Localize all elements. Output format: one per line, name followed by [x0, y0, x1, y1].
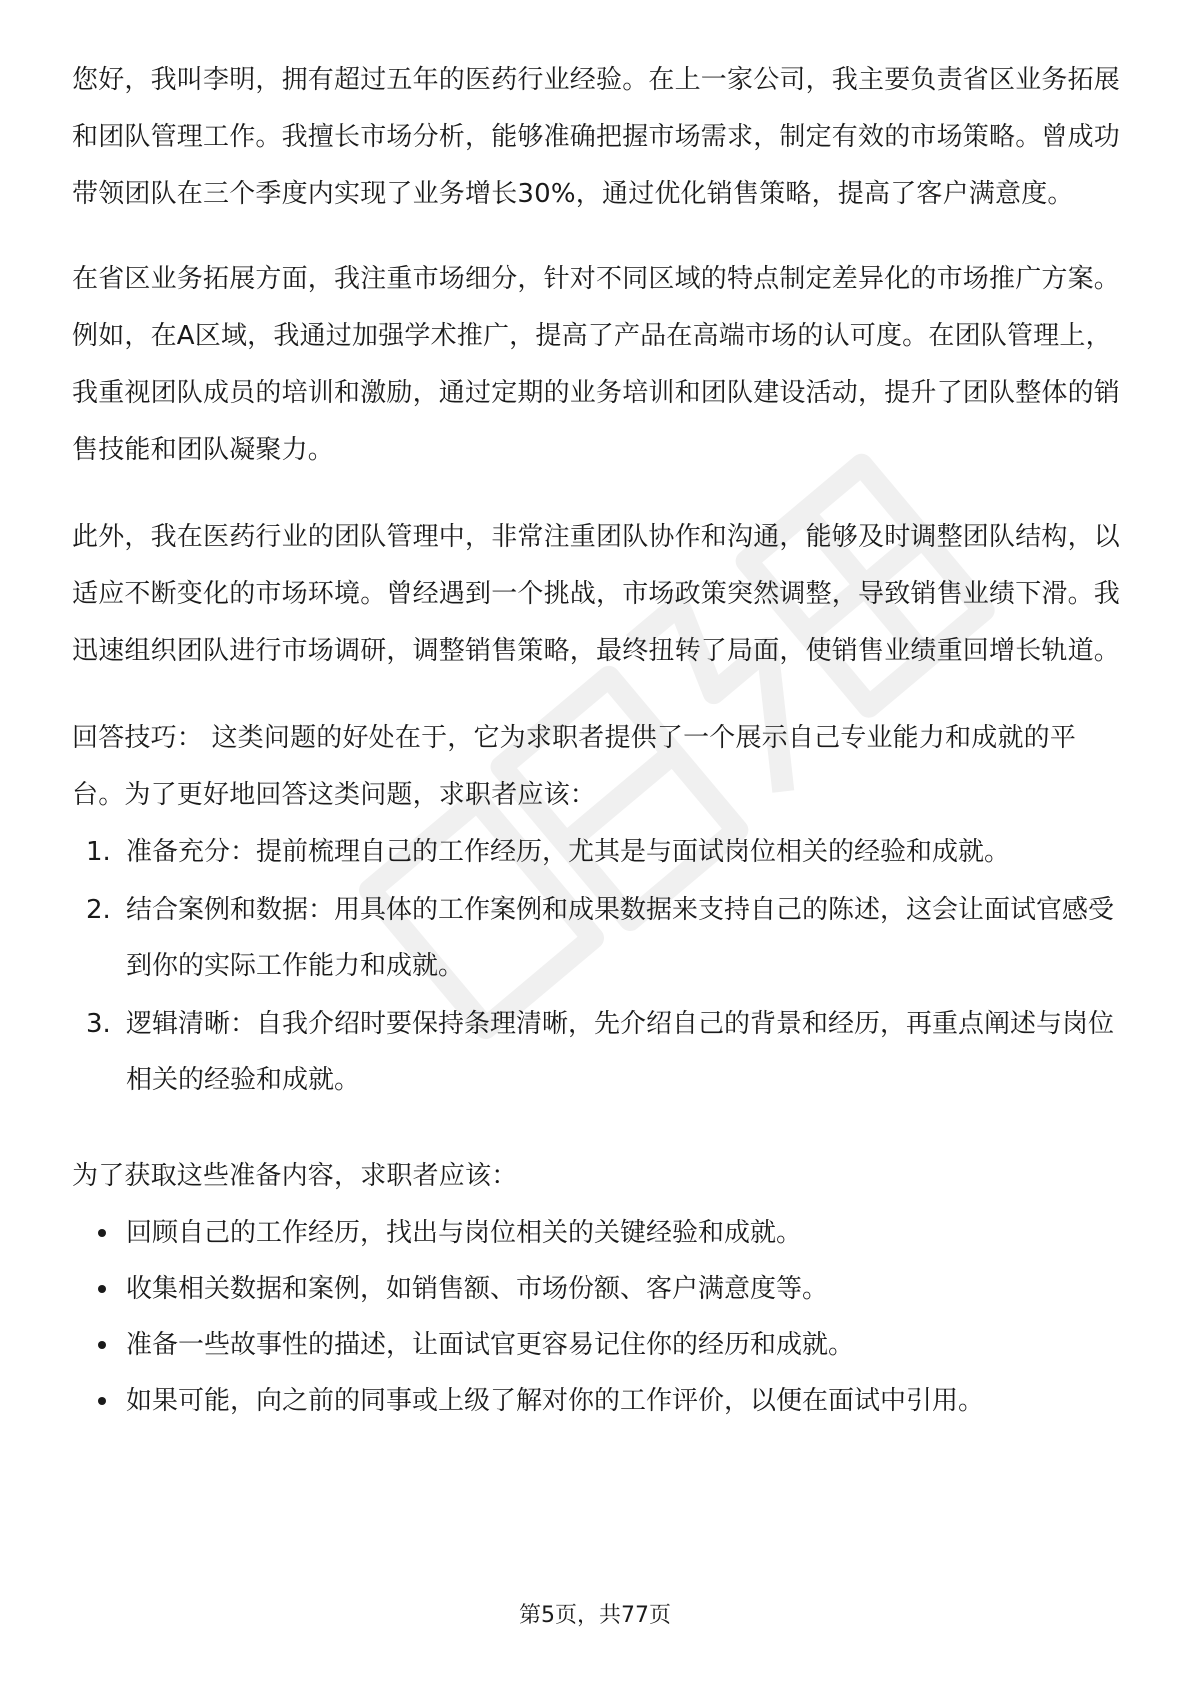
list-item-text: 准备一些故事性的描述，让面试官更容易记住你的经历和成就。: [126, 1330, 855, 1360]
list-item-text: 逻辑清晰：自我介绍时要保持条理清晰，先介绍自己的背景和经历，再重点阐述与岗位相关的经验和成就。: [126, 1009, 1115, 1095]
list-item-text: 准备充分：提前梳理自己的工作经历，尤其是与面试岗位相关的经验和成就。: [126, 837, 1011, 867]
list-number: 2.: [86, 895, 111, 925]
page-footer: [0, 1598, 1190, 1629]
paragraph-answer-tips: 回答技巧： 这类问题的好处在于，它为求职者提供了一个展示自己专业能力和成就的平台。为了更好地回答这类问题，求职者应该：: [72, 723, 1077, 810]
list-number: 1.: [86, 837, 111, 867]
list-item: [72, 824, 1122, 880]
list-item-text: 回顾自己的工作经历，找出与岗位相关的关键经验和成就。: [126, 1218, 803, 1248]
numbered-tips-list: [72, 824, 1122, 1108]
list-item: [72, 882, 1122, 994]
bullet-preparation-list: [72, 1205, 1122, 1429]
list-item: [72, 1205, 1122, 1261]
list-number: 3.: [86, 1009, 111, 1039]
list-item: [72, 1317, 1122, 1373]
list-item-text: 收集相关数据和案例，如销售额、市场份额、客户满意度等。: [126, 1274, 829, 1304]
paragraph-intro: 您好，我叫李明，拥有超过五年的医药行业经验。在上一家公司，我主要负责省区业务拓展和团队管理工作。我擅长市场分析，能够准确把握市场需求，制定有效的市场策略。曾成功带领团队在三个季度内实现了业务增长30%，通过优化销售策略，提高了客户满意度。: [72, 65, 1121, 209]
paragraph-business-expansion: 在省区业务拓展方面，我注重市场细分，针对不同区域的特点制定差异化的市场推广方案。例如，在A区域，我通过加强学术推广，提高了产品在高端市场的认可度。在团队管理上，我重视团队成员的培训和激励，通过定期的业务培训和团队建设活动，提升了团队整体的销售技能和团队凝聚力。: [72, 264, 1121, 465]
paragraph-preparation-intro: 为了获取这些准备内容，求职者应该：: [72, 1161, 518, 1191]
list-item-text: 结合案例和数据：用具体的工作案例和成果数据来支持自己的陈述，这会让面试官感受到你的实际工作能力和成就。: [126, 895, 1115, 981]
list-item: [72, 996, 1122, 1108]
bullet-icon: [98, 1229, 106, 1237]
bullet-icon: [98, 1285, 106, 1293]
list-item-text: 如果可能，向之前的同事或上级了解对你的工作评价，以便在面试中引用。: [126, 1386, 985, 1416]
page-number: 第5页，共77页: [519, 1603, 671, 1628]
list-item: [72, 1261, 1122, 1317]
bullet-icon: [98, 1397, 106, 1405]
document-page: [72, 52, 1122, 1429]
list-item: [72, 1373, 1122, 1429]
bullet-icon: [98, 1341, 106, 1349]
paragraph-team-management: 此外，我在医药行业的团队管理中，非常注重团队协作和沟通，能够及时调整团队结构，以适应不断变化的市场环境。曾经遇到一个挑战，市场政策突然调整，导致销售业绩下滑。我迅速组织团队进行市场调研，调整销售策略，最终扭转了局面，使销售业绩重回增长轨道。: [72, 522, 1121, 666]
